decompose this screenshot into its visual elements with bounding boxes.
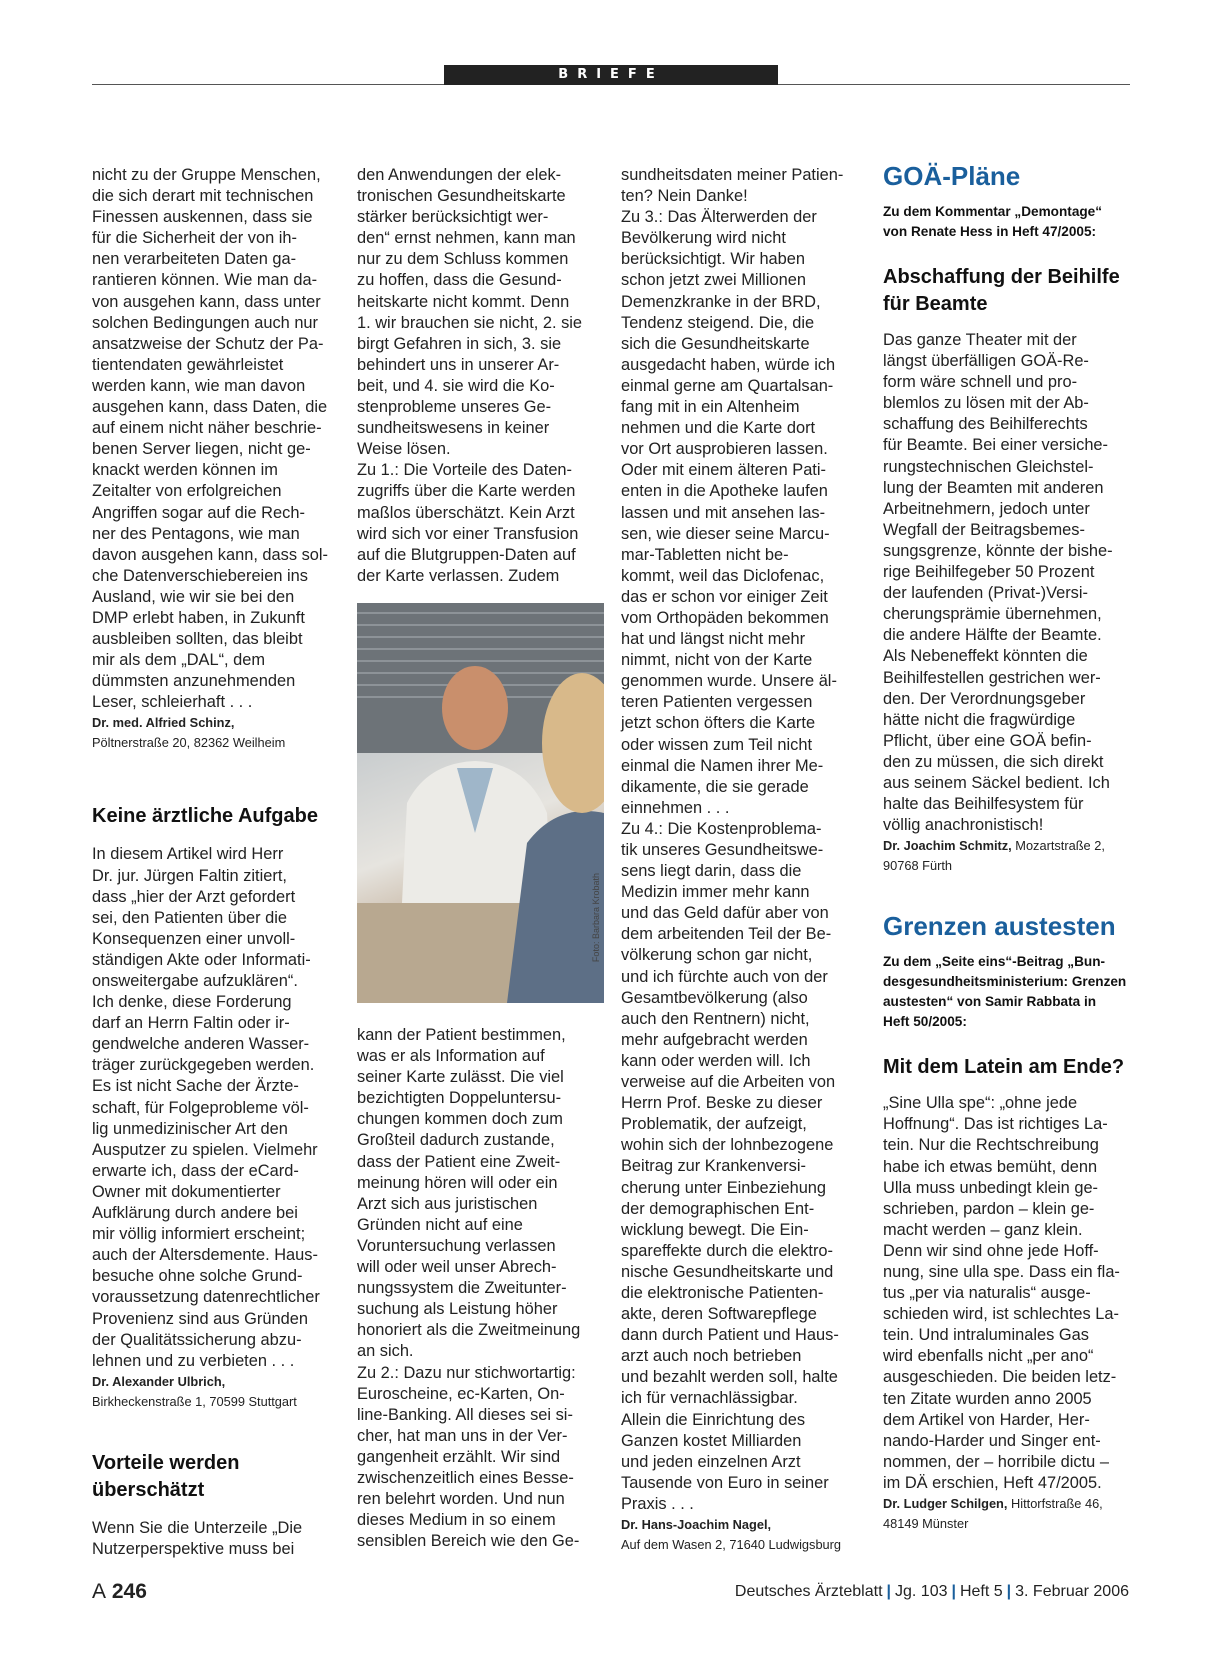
author-name: Dr. Hans-Joachim Nagel, bbox=[621, 1517, 772, 1532]
text-line: sich die Gesundheitskarte bbox=[621, 334, 810, 353]
text-line: austesten“ von Samir Rabbata in bbox=[883, 994, 1097, 1010]
text-line: nur zu dem Schluss kommen bbox=[357, 250, 569, 269]
text-line: von ausgehen kann, dass unter bbox=[92, 292, 321, 311]
text-line: knackt werden können im bbox=[92, 461, 278, 480]
text-line: verweise auf die Arbeiten von bbox=[621, 1073, 836, 1092]
author-address: Pöltnerstraße 20, 82362 Weilheim bbox=[92, 735, 286, 751]
text-line: sen, wie dieser seine Marcu- bbox=[621, 524, 830, 543]
journal-issue: Heft 5 bbox=[959, 1583, 1003, 1600]
text-line: den. Der Verordnungsgeber bbox=[883, 689, 1086, 708]
text-line: aus seinem Säckel bedient. Ich bbox=[883, 773, 1110, 792]
photo-illustration bbox=[357, 603, 604, 1003]
text-line: die sich derart mit technischen bbox=[92, 187, 314, 206]
signature bbox=[621, 1515, 871, 1555]
photo-credit: Foto: Barbara Krobath bbox=[591, 873, 601, 963]
text-line: tik unseres Gesundheitswe- bbox=[621, 841, 824, 859]
text-line: werden kann, wie man davon bbox=[92, 376, 306, 395]
text-line: und jeden einzelnen Arzt bbox=[621, 1452, 801, 1471]
text-line: sensiblen Bereich wie den Ge- bbox=[357, 1532, 580, 1551]
text-line: Oder mit einem älteren Pati- bbox=[621, 461, 826, 480]
text-line: Praxis . . . bbox=[621, 1494, 694, 1513]
text-line: schrieben, pardon – klein ge- bbox=[883, 1199, 1095, 1218]
text-line: und das Geld dafür aber von bbox=[621, 904, 829, 923]
text-line: schieden wird, ist schlechtes La- bbox=[883, 1305, 1119, 1324]
text-line: besuche ohne solche Grund- bbox=[92, 1267, 303, 1286]
column-1 bbox=[92, 165, 342, 1560]
text-line: dem Artikel von Harder, Her- bbox=[883, 1410, 1090, 1429]
text-line: rungstechnischen Gleichstel- bbox=[883, 457, 1094, 476]
journal-footer: Deutsches Ärzteblatt | Jg. 103 | Heft 5 | 3. Februar 2006 bbox=[734, 1583, 1129, 1600]
text-line: im DÄ erschien, Heft 47/2005. bbox=[883, 1473, 1102, 1492]
text-line: den Anwendungen der elek- bbox=[357, 166, 562, 184]
text-line: nehmen und die Karte dort bbox=[621, 419, 816, 438]
text-line: tein. Nur die Rechtschreibung bbox=[883, 1136, 1099, 1155]
text-line: für die Sicherheit der von ih- bbox=[92, 229, 297, 248]
text-line: zugriffs über die Karte werden bbox=[357, 482, 576, 501]
text-line: ten Zitate wurden anno 2005 bbox=[883, 1389, 1092, 1408]
text-line: mar-Tabletten nicht be- bbox=[621, 545, 789, 564]
text-line: schaft, für Folgeprobleme völ- bbox=[92, 1098, 309, 1117]
text-line: nungssystem die Zweitunter- bbox=[357, 1279, 567, 1298]
text-line: lehnen und zu verbieten . . . bbox=[92, 1351, 295, 1370]
text-line: tein. Und intraluminales Gas bbox=[883, 1326, 1089, 1345]
text-line: sundheitsdaten meiner Patien- bbox=[621, 166, 844, 184]
text-line: enten in die Apotheke laufen bbox=[621, 482, 828, 501]
signature bbox=[883, 1494, 1133, 1534]
signature bbox=[92, 713, 342, 753]
text-line: Zu 2.: Dazu nur stichwortartig: bbox=[357, 1363, 576, 1382]
text-line: che Datenverschiebereien ins bbox=[92, 566, 308, 585]
text-line: Zu 3.: Das Älterwerden der bbox=[621, 208, 817, 227]
text-line: bezichtigten Doppeluntersu- bbox=[357, 1089, 562, 1108]
letter-text bbox=[357, 165, 607, 587]
text-line: Zeitalter von erfolgreichen bbox=[92, 482, 282, 501]
author-name: Dr. Joachim Schmitz, bbox=[883, 838, 1012, 854]
text-line: Bevölkerung wird nicht bbox=[621, 229, 786, 248]
text-line: akte, deren Softwarepflege bbox=[621, 1305, 817, 1324]
text-line: ausgehen kann, dass Daten, die bbox=[92, 398, 328, 417]
text-line: gangenheit erzählt. Wir sind bbox=[357, 1447, 561, 1466]
text-line: wird sich vor einer Transfusion bbox=[357, 524, 579, 543]
text-line: zu hoffen, dass die Gesund- bbox=[357, 271, 562, 290]
text-line: meinung hören will oder ein bbox=[357, 1173, 558, 1192]
text-line: 1. wir brauchen sie nicht, 2. sie bbox=[357, 313, 583, 332]
text-line: Nutzerperspektive muss bei bbox=[92, 1539, 295, 1558]
text-line: einnehmen . . . bbox=[621, 798, 730, 817]
text-line: völlig anachronistisch! bbox=[883, 816, 1044, 835]
text-line: dümmsten anzunehmenden bbox=[92, 672, 296, 691]
letter-text bbox=[92, 844, 342, 1371]
text-line: einmal die Namen ihrer Me- bbox=[621, 756, 824, 775]
text-line: macht werden – ganz klein. bbox=[883, 1220, 1083, 1239]
text-line: erwarte ich, dass der eCard- bbox=[92, 1161, 299, 1180]
text-line: stärker berücksichtigt wer- bbox=[357, 208, 549, 227]
text-line: teren Patienten vergessen bbox=[621, 693, 813, 712]
section-label: BRIEFE bbox=[444, 65, 778, 85]
text-line: Gesamtbevölkerung (also bbox=[621, 988, 808, 1007]
text-line: nung, sine ulla spe. Dass ein fla- bbox=[883, 1263, 1120, 1281]
column-2-continued bbox=[357, 1025, 607, 1552]
text-line: Arbeitnehmern, jedoch unter bbox=[883, 499, 1090, 518]
text-line: cher, hat man uns in der Ver- bbox=[357, 1426, 568, 1445]
text-line: chungen kommen doch zum bbox=[357, 1110, 563, 1129]
text-line: tientendaten gewährleistet bbox=[92, 355, 284, 374]
text-line: für Beamte. Bei einer versiche- bbox=[883, 436, 1109, 455]
text-line: Provenienz sind aus Gründen bbox=[92, 1309, 308, 1328]
text-line: rige Beihilfegeber 50 Prozent bbox=[883, 563, 1095, 582]
text-line: tus „per via naturalis“ ausge- bbox=[883, 1284, 1091, 1303]
text-line: dass der Patient eine Zweit- bbox=[357, 1152, 561, 1171]
text-line: cherung unter Einbeziehung bbox=[621, 1178, 827, 1197]
author-address-city: 48149 Münster bbox=[883, 1516, 969, 1532]
topic-title: Grenzen austesten bbox=[883, 911, 1116, 942]
text-line: Zu dem „Seite eins“-Beitrag „Bun- bbox=[883, 954, 1106, 970]
text-line: fang mit in ein Altenheim bbox=[621, 398, 800, 417]
text-line: Ausputzer zu spielen. Vielmehr bbox=[92, 1140, 318, 1159]
text-line: arzt auch noch betrieben bbox=[621, 1347, 802, 1366]
text-line: auch der Altersdemente. Haus- bbox=[92, 1246, 318, 1265]
text-line: berücksichtigt. Wir haben bbox=[621, 250, 806, 269]
text-line: Angriffen sogar auf die Rech- bbox=[92, 503, 305, 522]
text-line: benen Server liegen, nicht ge- bbox=[92, 440, 311, 459]
text-line: die elektronische Patienten- bbox=[621, 1283, 824, 1302]
letter-text bbox=[883, 1093, 1133, 1494]
text-line: ausgedacht haben, würde ich bbox=[621, 355, 836, 374]
text-line: Das ganze Theater mit der bbox=[883, 331, 1077, 349]
text-line: völkerung schon gar nicht, bbox=[621, 946, 813, 965]
author-address-city: 90768 Fürth bbox=[883, 858, 953, 874]
text-line: nommen, der – horribile dictu – bbox=[883, 1452, 1109, 1471]
text-line: kann der Patient bestimmen, bbox=[357, 1026, 566, 1044]
text-line: „Sine Ulla spe“: „ohne jede bbox=[883, 1094, 1078, 1113]
text-line: seiner Karte zulässt. Die viel bbox=[357, 1068, 564, 1087]
text-line: auf einem nicht näher beschrie- bbox=[92, 419, 322, 438]
text-line: auch den Rentnern) nicht, bbox=[621, 1009, 810, 1028]
text-line: darf an Herrn Faltin oder ir- bbox=[92, 1014, 290, 1033]
text-line: spareffekte durch die elektro- bbox=[621, 1241, 833, 1260]
text-line: maßlos überschätzt. Kein Arzt bbox=[357, 503, 575, 522]
text-line: blemlos zu lösen mit der Ab- bbox=[883, 394, 1089, 413]
text-line: ausgeschieden. Die beiden letz- bbox=[883, 1368, 1117, 1387]
text-line: birgt Gefahren in sich, 3. sie bbox=[357, 334, 562, 353]
text-line: Es ist nicht Sache der Ärzte- bbox=[92, 1077, 299, 1096]
text-line: Demenzkranke in der BRD, bbox=[621, 292, 821, 311]
text-line: träger zurückgegeben werden. bbox=[92, 1056, 315, 1075]
text-line: schon jetzt zwei Millionen bbox=[621, 271, 806, 290]
text-line: nen verarbeiteten Daten ga- bbox=[92, 250, 297, 269]
text-line: hat und längst nicht mehr bbox=[621, 630, 806, 649]
text-line: gendwelche anderen Wasser- bbox=[92, 1035, 310, 1054]
text-line: nische Gesundheitskarte und bbox=[621, 1262, 834, 1281]
text-line: den zu müssen, die sich direkt bbox=[883, 752, 1104, 771]
letter-heading: Vorteile werden überschätzt bbox=[92, 1451, 240, 1501]
text-line: der Karte verlassen. Zudem bbox=[357, 566, 560, 585]
text-line: Zu 4.: Die Kostenproblema- bbox=[621, 819, 822, 838]
text-line: Medizin immer mehr kann bbox=[621, 883, 810, 902]
page-number: A 246 bbox=[92, 1580, 147, 1603]
topic-title: GOÄ-Pläne bbox=[883, 161, 1021, 191]
text-line: ansatzweise der Schutz der Pa- bbox=[92, 334, 324, 353]
text-line: oder wissen zum Teil nicht bbox=[621, 735, 813, 754]
text-line: solchen Bedingungen auch nur bbox=[92, 313, 319, 332]
text-line: voraussetzung datenrechtlicher bbox=[92, 1288, 320, 1307]
text-line: dann durch Patient und Haus- bbox=[621, 1326, 839, 1345]
text-line: der demographischen Ent- bbox=[621, 1199, 815, 1218]
text-line: ständigen Akte oder Informati- bbox=[92, 950, 311, 969]
text-line: vom Orthopäden bekommen bbox=[621, 608, 829, 627]
text-line: wird ebenfalls nicht „per ano“ bbox=[883, 1347, 1094, 1366]
text-line: Als Nebeneffekt könnten die bbox=[883, 647, 1088, 666]
author-name: Dr. Ludger Schilgen, bbox=[883, 1496, 1008, 1512]
text-line: ner des Pentagons, wie man bbox=[92, 524, 300, 543]
text-line: dieses Medium in so einem bbox=[357, 1511, 556, 1530]
text-line: ich für vernachlässigbar. bbox=[621, 1389, 798, 1408]
text-line: der laufenden (Privat-)Versi- bbox=[883, 584, 1088, 603]
letter-heading: Keine ärztliche Aufgabe bbox=[92, 805, 318, 828]
letter-heading: Abschaffung der Beihilfe für Beamte bbox=[883, 266, 1120, 315]
text-line: Hoffnung“. Das ist richtiges La- bbox=[883, 1115, 1108, 1134]
text-line: an sich. bbox=[357, 1342, 414, 1361]
journal-volume: Jg. 103 bbox=[895, 1583, 948, 1600]
text-line: längst überfälligen GOÄ-Re- bbox=[883, 352, 1089, 371]
text-line: Wenn Sie die Unterzeile „Die bbox=[92, 1518, 303, 1537]
text-line: auf die Blutgruppen-Daten auf bbox=[357, 545, 576, 564]
journal-name: Deutsches Ärzteblatt bbox=[734, 1583, 883, 1600]
text-line: die andere Hälfte der Beamte. bbox=[883, 626, 1102, 645]
topic-reference bbox=[883, 952, 1133, 1032]
text-line: zwischenzeitlich eines Besse- bbox=[357, 1468, 574, 1487]
text-line: dikamente, die sie gerade bbox=[621, 777, 809, 796]
text-line: tronischen Gesundheitskarte bbox=[357, 187, 566, 206]
text-line: Großteil dadurch zustande, bbox=[357, 1131, 555, 1150]
text-line: onsweitergabe aufzuklären“. bbox=[92, 972, 298, 990]
letter-text bbox=[357, 1025, 607, 1552]
text-line: In diesem Artikel wird Herr bbox=[92, 845, 284, 864]
author-name: Dr. Alexander Ulbrich, bbox=[92, 1373, 226, 1389]
text-line: jetzt schon öfters die Karte bbox=[621, 714, 816, 733]
text-line: DMP erlebt haben, in Zukunft bbox=[92, 608, 305, 627]
text-line: Owner mit dokumentierter bbox=[92, 1182, 281, 1201]
text-line: Ganzen kostet Milliarden bbox=[621, 1431, 802, 1450]
text-line: sens liegt darin, dass die bbox=[621, 862, 802, 881]
text-line: suchung als Leistung höher bbox=[357, 1300, 558, 1319]
text-line: form wäre schnell und pro- bbox=[883, 373, 1078, 392]
author-address: Mozartstraße 2, bbox=[1015, 838, 1105, 854]
journal-date: 3. Februar 2006 bbox=[1015, 1583, 1129, 1600]
letter-heading: Mit dem Latein am Ende? bbox=[883, 1056, 1125, 1079]
text-line: nimmt, nicht von der Karte bbox=[621, 651, 813, 670]
text-line: kommt, weil das Diclofenac, bbox=[621, 566, 825, 585]
topic-reference: Zu dem Kommentar „Demontage“ von Renate Hess in Heft 47/2005: bbox=[883, 204, 1103, 239]
text-line: Denn wir sind ohne jede Hoff- bbox=[883, 1241, 1099, 1260]
text-line: den“ ernst nehmen, kann man bbox=[357, 229, 576, 248]
text-line: sundheitswesens in keiner bbox=[357, 419, 550, 438]
text-line: Herrn Prof. Beske zu dieser bbox=[621, 1094, 823, 1113]
text-line: honoriert als die Zweitmeinung bbox=[357, 1321, 581, 1340]
text-line: Konsequenzen einer unvoll- bbox=[92, 929, 296, 948]
text-line: lung der Beamten mit anderen bbox=[883, 478, 1104, 497]
text-line: mir völlig informiert erscheint; bbox=[92, 1225, 306, 1244]
text-line: Wegfall der Beitragsbemes- bbox=[883, 520, 1085, 539]
text-line: desgesundheitsministerium: Grenzen bbox=[883, 974, 1127, 990]
text-line: mir als dem „DAL“, dem bbox=[92, 651, 266, 670]
text-line: Finessen auskennen, dass sie bbox=[92, 208, 313, 227]
text-line: halte das Beihilfesystem für bbox=[883, 795, 1084, 814]
author-address: Hittorfstraße 46, bbox=[1011, 1496, 1103, 1512]
author-address: Birkheckenstraße 1, 70599 Stuttgart bbox=[92, 1393, 297, 1409]
doctor-photo bbox=[357, 603, 604, 1003]
letter-text bbox=[92, 1518, 342, 1560]
column-3 bbox=[621, 165, 871, 1555]
text-line: Leser, schleierhaft . . . bbox=[92, 693, 253, 712]
text-line: Allein die Einrichtung des bbox=[621, 1410, 806, 1429]
text-line: und ich fürchte auch von der bbox=[621, 967, 828, 986]
text-line: line-Banking. All dieses sei si- bbox=[357, 1405, 573, 1424]
letter-text bbox=[621, 165, 871, 1515]
text-line: Ausland, wie wir sie bei den bbox=[92, 587, 295, 606]
text-line: einmal gerne am Quartalsan- bbox=[621, 376, 834, 395]
text-line: dem arbeitenden Teil der Be- bbox=[621, 925, 832, 944]
text-line: Beihilfestellen gestrichen wer- bbox=[883, 668, 1101, 687]
text-line: beit, und 4. sie wird die Ko- bbox=[357, 376, 555, 395]
text-line: ausbleiben sollten, das bleibt bbox=[92, 630, 303, 649]
text-line: stenprobleme unseres Ge- bbox=[357, 398, 552, 417]
author-address: Auf dem Wasen 2, 71640 Ludwigsburg bbox=[621, 1537, 842, 1552]
text-line: der Qualitätssicherung abzu- bbox=[92, 1330, 302, 1349]
text-line: heitskarte nicht kommt. Denn bbox=[357, 292, 570, 311]
text-line: habe ich etwas bemüht, denn bbox=[883, 1157, 1098, 1176]
text-line: Beitrag zur Krankenversi- bbox=[621, 1157, 806, 1176]
text-line: vor Ort ausprobieren lassen. bbox=[621, 440, 828, 459]
text-line: Ich denke, diese Forderung bbox=[92, 993, 292, 1012]
text-line: cherungsprämie übernehmen, bbox=[883, 605, 1102, 624]
text-line: Heft 50/2005: bbox=[883, 1014, 967, 1030]
text-line: Aufklärung durch andere bei bbox=[92, 1204, 298, 1223]
text-line: schaffung des Beihilferechts bbox=[883, 415, 1088, 434]
text-line: Problematik, der aufzeigt, bbox=[621, 1115, 807, 1134]
text-line: wohin sich der lohnbezogene bbox=[621, 1136, 834, 1155]
text-line: Arzt sich aus juristischen bbox=[357, 1194, 538, 1213]
letter-text bbox=[883, 330, 1133, 836]
text-line: lassen und mit ansehen las- bbox=[621, 503, 826, 522]
text-line: Ulla muss unbedingt klein ge- bbox=[883, 1178, 1099, 1197]
text-line: Voruntersuchung verlassen bbox=[357, 1236, 556, 1255]
text-line: lig unmedizinischer Art den bbox=[92, 1119, 288, 1138]
text-line: Zu 1.: Die Vorteile des Daten- bbox=[357, 461, 573, 480]
text-line: sungsgrenze, könnte der bishe- bbox=[883, 541, 1113, 560]
text-line: Gründen nicht auf eine bbox=[357, 1215, 523, 1234]
text-line: rantieren können. Wie man da- bbox=[92, 271, 318, 290]
text-line: ten? Nein Danke! bbox=[621, 187, 748, 206]
text-line: sei, den Patienten über die bbox=[92, 908, 288, 927]
text-line: Tendenz steigend. Die, die bbox=[621, 313, 815, 332]
text-line: Pflicht, über eine GOÄ befin- bbox=[883, 731, 1092, 750]
text-line: was er als Information auf bbox=[357, 1047, 545, 1066]
author-name: Dr. med. Alfried Schinz, bbox=[92, 715, 235, 731]
text-line: kann oder werden will. Ich bbox=[621, 1051, 811, 1070]
text-line: Euroscheine, ec-Karten, On- bbox=[357, 1384, 565, 1403]
text-line: davon ausgehen kann, dass sol- bbox=[92, 545, 329, 564]
text-line: nicht zu der Gruppe Menschen, bbox=[92, 166, 321, 184]
text-line: Dr. jur. Jürgen Faltin zitiert, bbox=[92, 866, 287, 885]
signature bbox=[883, 836, 1133, 876]
text-line: wicklung bewegt. Die Ein- bbox=[621, 1220, 809, 1239]
text-line: ren belehrt worden. Und nun bbox=[357, 1490, 565, 1509]
text-line: Tausende von Euro in seiner bbox=[621, 1473, 829, 1492]
text-line: nando-Harder und Singer ent- bbox=[883, 1431, 1101, 1450]
text-line: und bezahlt werden soll, halte bbox=[621, 1368, 838, 1387]
letter-text bbox=[92, 165, 342, 713]
column-2 bbox=[357, 165, 607, 587]
text-line: hätte nicht die fragwürdige bbox=[883, 710, 1076, 729]
text-line: Weise lösen. bbox=[357, 440, 451, 459]
column-4 bbox=[883, 160, 1133, 1534]
text-line: dass „hier der Arzt gefordert bbox=[92, 887, 296, 906]
text-line: will oder weil unser Abrech- bbox=[357, 1258, 557, 1277]
text-line: behindert uns in unserer Ar- bbox=[357, 355, 560, 374]
signature bbox=[92, 1372, 342, 1412]
text-line: genommen wurde. Unsere äl- bbox=[621, 672, 837, 691]
text-line: das er schon vor einiger Zeit bbox=[621, 587, 828, 606]
text-line: mehr aufgebracht werden bbox=[621, 1030, 808, 1049]
